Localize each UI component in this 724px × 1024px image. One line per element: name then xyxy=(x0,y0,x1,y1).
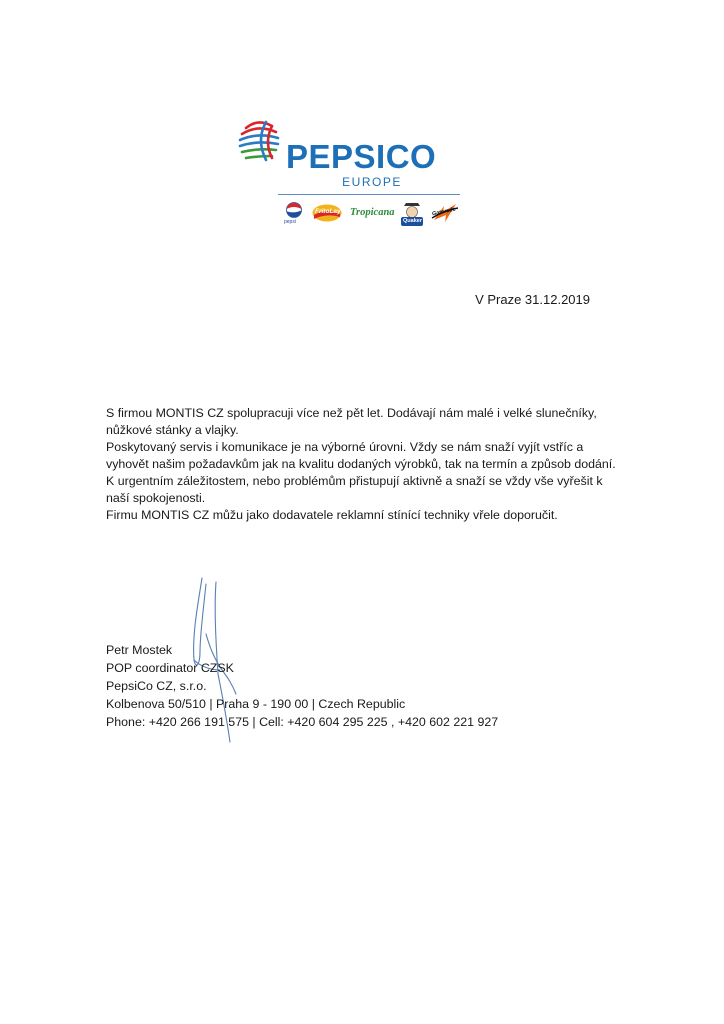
brand-pepsi: pepsi xyxy=(284,219,296,225)
brand-fritolay: FritoLay xyxy=(315,208,341,215)
brand-logos-row xyxy=(280,200,470,232)
sender-phones: Phone: +420 266 191 575 | Cell: +420 604 295 225 , +420 602 221 927 xyxy=(106,715,499,729)
pepsico-globe-logo xyxy=(236,116,282,164)
brand-name: PEPSICO xyxy=(286,138,437,175)
brand-gatorade: Gatorade xyxy=(431,206,457,218)
sender-title: POP coordinator CZSK xyxy=(106,661,234,675)
sender-block xyxy=(106,641,626,731)
letter-date: V Praze 31.12.2019 xyxy=(475,292,590,307)
body-paragraph: Poskytovaný servis i komunikace je na výborné úrovni. Vždy se nám snaží vyjít vstříc a vyhovět našim požadavkům jak na kvalitu dodaných výrobků, tak na termín a způsob dodání. xyxy=(106,440,616,471)
sender-address: Kolbenova 50/510 | Praha 9 - 190 00 | Czech Republic xyxy=(106,697,406,711)
brand-quaker: Quaker xyxy=(403,218,422,224)
body-paragraph: S firmou MONTIS CZ spolupracuji více než pět let. Dodávají nám malé i velké slunečníky, nůžkové stánky a vlajky. xyxy=(106,406,597,437)
pepsi-logo-icon xyxy=(286,202,302,218)
body-paragraph: Firmu MONTIS CZ můžu jako dodavatele reklamní stínící techniky vřele doporučit. xyxy=(106,508,558,522)
brand-tropicana: Tropicana xyxy=(350,207,395,218)
sender-company: PepsiCo CZ, s.r.o. xyxy=(106,679,207,693)
body-paragraph: K urgentním záležitostem, nebo problémům přistupují aktivně a snaží se vždy vše vyřešit k naší spokojenosti. xyxy=(106,474,603,505)
sender-name: Petr Mostek xyxy=(106,643,173,657)
letterhead-divider xyxy=(278,194,460,195)
letter-body xyxy=(106,405,626,524)
brand-subtitle: EUROPE xyxy=(342,175,402,189)
